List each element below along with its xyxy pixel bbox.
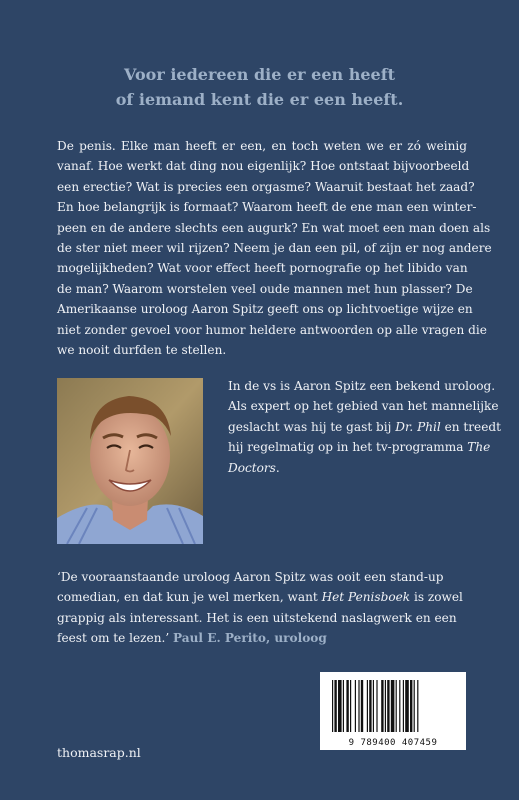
blurb-line: En hoe belangrijk is formaat? Waarom heeft de ene man een winter- xyxy=(57,200,477,215)
barcode-bar xyxy=(403,680,404,732)
blurb-line: de ster niet meer wil rijzen? Neem je dan een pil, of zijn er nog andere xyxy=(57,241,492,256)
author-photo xyxy=(57,378,203,544)
tagline xyxy=(0,62,519,112)
blurb-line: vanaf. Hoe werkt dat ding nou eigenlijk? Hoe ontstaat bijvoorbeeld xyxy=(57,159,470,174)
show-title-dr-phil: Dr. Phil xyxy=(395,419,441,434)
barcode-bar xyxy=(399,680,400,732)
quote-text: feest om te lezen.’ xyxy=(57,631,174,646)
blurb-line: Amerikaanse uroloog Aaron Spitz geeft ons op lichtvoetige wijze en xyxy=(57,302,473,317)
barcode-bar xyxy=(332,680,333,732)
bio-line: Als expert op het gebied van het mannelijke xyxy=(228,399,499,414)
show-title-the-doctors-part1: The xyxy=(467,440,491,455)
blurb-line: mogelijkheden? Wat voor effect heeft pornografie op het libido van xyxy=(57,261,468,276)
tagline-line-1: Voor iedereen die er een heeft xyxy=(124,65,395,84)
bio-line xyxy=(228,437,491,457)
quote-line: ‘De vooraanstaande uroloog Aaron Spitz was ooit een stand-up xyxy=(57,570,444,584)
review-quote xyxy=(57,567,477,649)
publisher-website[interactable]: thomasrap.nl xyxy=(57,745,141,760)
blurb-line: De penis. Elke man heeft er een, en toch weten we er zó weinig xyxy=(57,139,467,153)
barcode-bar xyxy=(334,680,336,732)
blurb-line: peen en de andere slechts een augurk? En wat moet een man doen als xyxy=(57,220,491,235)
barcode-bar xyxy=(376,680,377,732)
bio-text: en treedt xyxy=(440,419,501,434)
blurb-paragraph xyxy=(57,136,492,360)
barcode-bar xyxy=(381,680,383,732)
bio-text: hij regelmatig op in het tv-programma xyxy=(228,440,464,455)
isbn-barcode xyxy=(320,672,466,750)
barcode-bar xyxy=(405,680,409,732)
quote-text: comedian, en dat kun je wel merken, want xyxy=(57,590,318,605)
barcode-bar xyxy=(373,680,374,732)
barcode-bar xyxy=(355,680,356,732)
barcode-bar xyxy=(367,680,368,732)
bio-line xyxy=(228,417,501,437)
barcode-bar xyxy=(414,680,415,732)
barcode-bars xyxy=(320,672,466,738)
book-title: Het Penisboek xyxy=(321,590,411,605)
barcode-bar xyxy=(361,680,363,732)
bio-line xyxy=(228,458,468,478)
bio-text: geslacht was hij te gast bij xyxy=(228,419,392,434)
blurb-line: niet zonder gevoel voor humor heldere antwoorden op alle vragen die xyxy=(57,322,487,337)
barcode-bar xyxy=(410,680,412,732)
bio-text: . xyxy=(275,460,280,475)
show-title-the-doctors-part2: Doctors xyxy=(228,460,276,475)
barcode-bar xyxy=(387,680,389,732)
barcode-bar xyxy=(369,680,371,732)
quote-attribution: Paul E. Perito, uroloog xyxy=(173,631,327,646)
barcode-bar xyxy=(343,680,344,732)
barcode-bar xyxy=(358,680,359,732)
barcode-bar xyxy=(385,680,386,732)
quote-line xyxy=(57,628,477,648)
blurb-line: de man? Waarom worstelen veel oude mannen met hun plasser? De xyxy=(57,281,473,296)
barcode-bar xyxy=(391,680,395,732)
tagline-line-2: of iemand kent die er een heeft. xyxy=(115,90,404,109)
barcode-bar xyxy=(346,680,348,732)
quote-text: is zowel xyxy=(410,590,463,605)
barcode-bar xyxy=(417,680,418,732)
blurb-line: een erectie? Wat is precies een orgasme? Waaruit bestaat het zaad? xyxy=(57,179,475,194)
quote-line xyxy=(57,587,477,607)
quote-line: grappig als interessant. Het is een uitstekend naslagwerk en een xyxy=(57,610,457,625)
isbn-number: 9 789400 407459 xyxy=(348,738,438,748)
barcode-bar xyxy=(350,680,351,732)
blurb-line: we nooit durfden te stellen. xyxy=(57,343,227,358)
barcode-bar xyxy=(396,680,397,732)
author-bio xyxy=(228,376,501,478)
barcode-bar xyxy=(338,680,342,732)
bio-line: In de vs is Aaron Spitz een bekend uroloog. xyxy=(228,379,496,393)
